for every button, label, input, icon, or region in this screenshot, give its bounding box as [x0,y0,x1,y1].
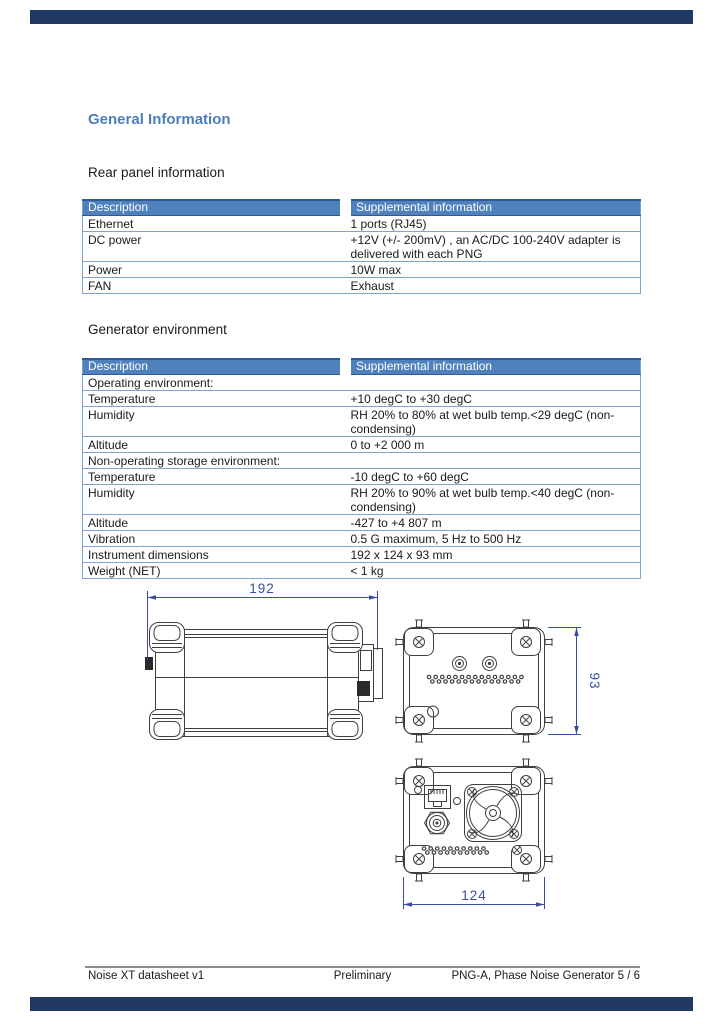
table-row [83,375,641,391]
table-row [83,547,641,563]
cell-description: DC power [83,232,346,262]
column-header-description: Description [83,200,346,216]
cell-info: 10W max [346,262,641,278]
table-row [83,515,641,531]
dimension-124 [404,877,545,909]
dimension-label-length: 192 [249,581,275,596]
cell-description: Ethernet [83,216,346,232]
footer-product-page: PNG-A, Phase Noise Generator 5 / 6 [451,970,640,982]
section-heading-generator-env: Generator environment [88,322,227,337]
fan-icon [465,785,522,842]
table-row [83,262,641,278]
cell-info: -427 to +4 807 m [346,515,641,531]
generator-environment-table [82,358,641,579]
cell-info: 0.5 G maximum, 5 Hz to 500 Hz [346,531,641,547]
dimension-label-width: 124 [461,888,487,903]
table-row [83,407,641,437]
cell-description: Instrument dimensions [83,547,346,563]
column-header-supplemental: Supplemental information [346,359,641,375]
cell-description: Temperature [83,469,346,485]
side-view-drawing [145,623,383,740]
table-header-row [83,200,641,216]
rear-panel-table [82,199,641,294]
table-row [83,469,641,485]
cell-description: Weight (NET) [83,563,346,579]
cell-description: Power [83,262,346,278]
table-row [83,216,641,232]
cell-info: RH 20% to 80% at wet bulb temp.<29 degC (non-condensing) [346,407,641,437]
footer-bar [30,997,693,1011]
cell-description: FAN [83,278,346,294]
dimension-label-height: 93 [587,672,602,690]
section-heading-rear-panel: Rear panel information [88,165,225,180]
table-row [83,563,641,579]
table-header-row [83,359,641,375]
cell-description: Temperature [83,391,346,407]
rj45-connector-icon [415,786,461,809]
dimension-93 [548,628,602,735]
cell-description: Vibration [83,531,346,547]
cell-info: < 1 kg [346,563,641,579]
column-header-supplemental: Supplemental information [346,200,641,216]
cell-info: Exhaust [346,278,641,294]
table-row [83,531,641,547]
dimension-192 [148,581,378,660]
cell-description: Altitude [83,437,346,453]
cell-info: 0 to +2 000 m [346,437,641,453]
cell-info: RH 20% to 90% at wet bulb temp.<40 degC (non-condensing) [346,485,641,515]
table-row [83,453,641,469]
table-row [83,437,641,453]
footer-status: Preliminary [333,970,392,982]
bumper-icon [150,623,363,740]
footer-document-name: Noise XT datasheet v1 [88,970,205,982]
table-row [83,232,641,262]
cell-description: Altitude [83,515,346,531]
cell-group-label: Operating environment: [83,375,641,391]
cell-info: +10 degC to +30 degC [346,391,641,407]
power-connector-icon [425,812,450,834]
cell-description: Humidity [83,485,346,515]
table-row [83,485,641,515]
header-bar [30,10,693,24]
table-row [83,278,641,294]
cell-info: 1 ports (RJ45) [346,216,641,232]
rear-view-drawing [396,759,552,881]
cell-info: +12V (+/- 200mV) , an AC/DC 100-240V adapter is delivered with each PNG [346,232,641,262]
table-row [83,391,641,407]
cell-info: 192 x 124 x 93 mm [346,547,641,563]
footer-divider [85,966,640,968]
column-header-description: Description [83,359,346,375]
cell-info: -10 degC to +60 degC [346,469,641,485]
cell-group-label: Non-operating storage environment: [83,453,641,469]
cell-description: Humidity [83,407,346,437]
page-title: General Information [88,111,231,128]
top-view-drawing [396,620,552,742]
